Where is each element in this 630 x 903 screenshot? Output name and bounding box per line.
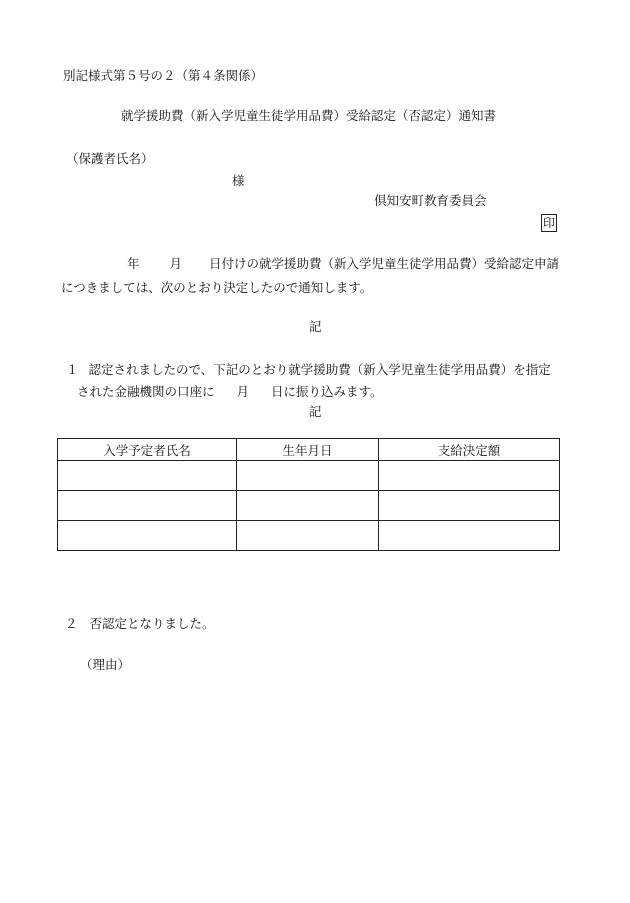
header-student-name: 入学予定者氏名 <box>58 439 237 461</box>
body-line-1-text: 日付けの就学援助費（新入学児童生徒学用品費）受給認定申請 <box>209 256 560 271</box>
cell-birth-date <box>237 521 379 551</box>
honorific-sama: 様 <box>232 173 245 188</box>
item-1-number: １ <box>66 362 79 377</box>
table-header-row <box>58 439 560 461</box>
item-1-line-2-b: 日に振り込みます。 <box>271 384 383 399</box>
item-2-text: 否認定となりました。 <box>89 616 215 631</box>
year-label: 年 <box>127 256 140 271</box>
reason-label: （理由） <box>80 657 131 672</box>
item-1-month-label: 月 <box>236 384 250 399</box>
cell-payment-amount <box>379 491 560 521</box>
seal-stamp-mark: 印 <box>542 216 555 230</box>
item-1-text: 認定されましたので、下記のとおり就学援助費（新入学児童生徒学用品費）を指定 <box>88 362 551 377</box>
cell-payment-amount <box>379 521 560 551</box>
item-2-number: ２ <box>65 616 78 631</box>
cell-student-name <box>58 521 237 551</box>
month-label: 月 <box>169 256 183 271</box>
table-row <box>58 521 560 551</box>
item-1-line-1 <box>66 364 551 377</box>
cell-student-name <box>58 491 237 521</box>
issuer-name: 倶知安町教育委員会 <box>374 193 487 208</box>
header-payment-amount: 支給決定額 <box>379 439 560 461</box>
item-1-line-2 <box>77 386 383 399</box>
table-row <box>58 491 560 521</box>
table-row <box>58 461 560 491</box>
header-birth-date: 生年月日 <box>237 439 379 461</box>
guardian-name-label: （保護者氏名） <box>66 151 154 166</box>
cell-birth-date <box>237 491 379 521</box>
item-1-line-2-a: された金融機関の口座に <box>77 384 215 399</box>
document-title: 就学援助費（新入学児童生徒学用品費）受給認定（否認定）通知書 <box>121 108 497 123</box>
cell-payment-amount <box>379 461 560 491</box>
cell-birth-date <box>237 461 379 491</box>
body-line-2: につきましては、次のとおり決定したので通知します。 <box>61 280 373 295</box>
cell-student-name <box>58 461 237 491</box>
ki-heading: 記 <box>309 319 322 334</box>
recipient-table <box>57 438 560 551</box>
ki-heading-2: 記 <box>309 404 322 419</box>
form-number: 別記様式第５号の２（第４条関係） <box>63 68 264 83</box>
body-line-1 <box>127 258 559 271</box>
item-2 <box>65 618 215 631</box>
